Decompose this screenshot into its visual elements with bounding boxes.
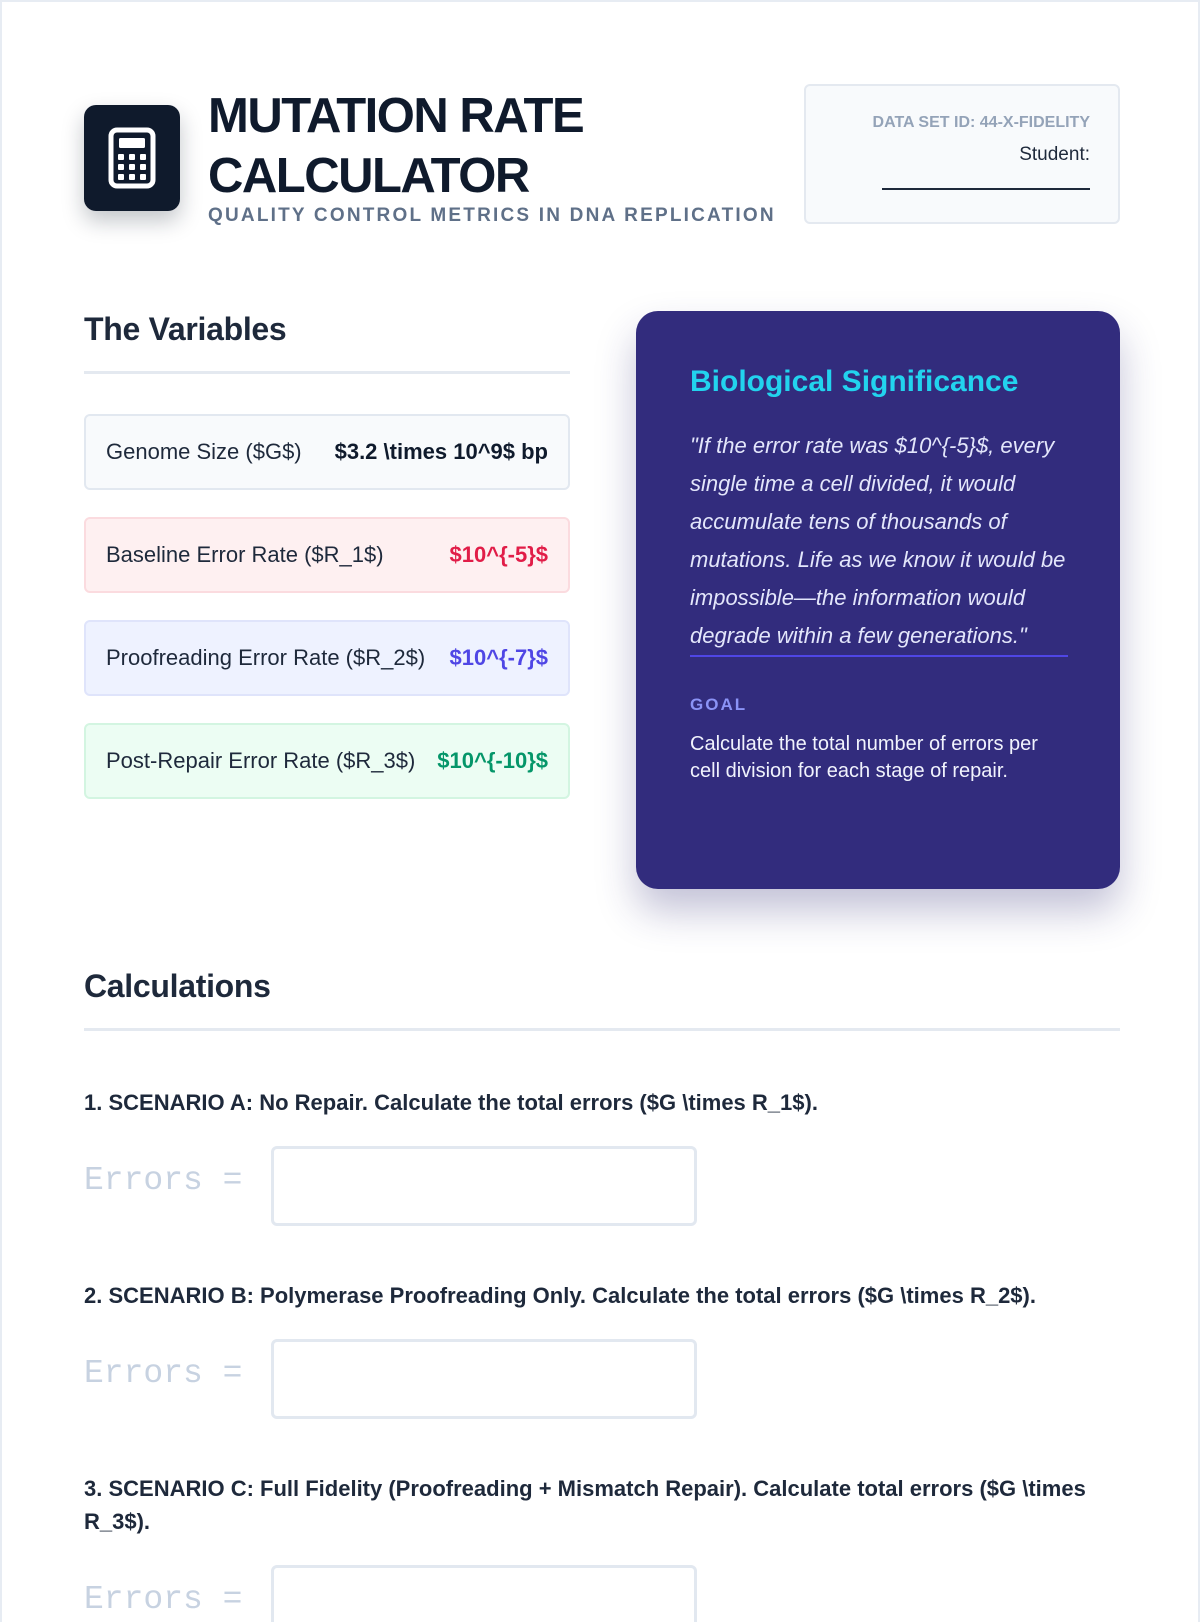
worksheet-header bbox=[84, 84, 1120, 244]
variable-value: $3.2 \times 10^9$ bp bbox=[334, 439, 548, 464]
significance-quote: "If the error rate was $10^{-5}$, every single time a cell divided, it would accumulate tens of thousands of mutations. Life as we know it would be impossible—the information would degrade within a few generations." bbox=[690, 427, 1068, 657]
answer-input-1[interactable] bbox=[271, 1146, 697, 1226]
variables-heading: The Variables bbox=[84, 311, 287, 347]
dataset-id: DATA SET ID: 44-X-FIDELITY bbox=[872, 114, 1090, 131]
question-1: 1. SCENARIO A: No Repair. Calculate the total errors ($G \times R_1$). bbox=[84, 1090, 818, 1115]
answer-row-3 bbox=[84, 1565, 784, 1622]
answer-label: Errors = bbox=[84, 1355, 243, 1392]
variable-label: Proofreading Error Rate ($R_2$) bbox=[106, 645, 426, 670]
answer-input-3[interactable] bbox=[271, 1565, 697, 1622]
variable-post-repair-error-rate bbox=[84, 723, 570, 799]
variable-value: $10^{-7}$ bbox=[449, 645, 548, 670]
variable-label: Genome Size ($G$) bbox=[106, 439, 302, 464]
variable-genome-size bbox=[84, 414, 570, 490]
variable-label: Baseline Error Rate ($R_1$) bbox=[106, 542, 384, 567]
variable-label: Post-Repair Error Rate ($R_3$) bbox=[106, 748, 416, 773]
variable-value: $10^{-5}$ bbox=[449, 542, 548, 567]
answer-label: Errors = bbox=[84, 1162, 243, 1199]
calculator-icon bbox=[105, 127, 159, 189]
biological-significance-card bbox=[636, 311, 1120, 889]
goal-text: Calculate the total number of errors per cell division for each stage of repair. bbox=[690, 733, 1038, 782]
calculations-section bbox=[84, 968, 1120, 1618]
page-subtitle: QUALITY CONTROL METRICS IN DNA REPLICATION bbox=[208, 205, 776, 226]
answer-label: Errors = bbox=[84, 1581, 243, 1618]
calculations-heading: Calculations bbox=[84, 968, 271, 1004]
variables-divider bbox=[84, 371, 570, 374]
variable-proofreading-error-rate bbox=[84, 620, 570, 696]
logo-badge bbox=[84, 105, 180, 211]
significance-title: Biological Significance bbox=[690, 365, 1019, 398]
goal-label: GOAL bbox=[690, 695, 748, 714]
calculations-divider bbox=[84, 1028, 1120, 1031]
dataset-info-box bbox=[804, 84, 1120, 224]
variables-section bbox=[84, 311, 570, 773]
variable-baseline-error-rate bbox=[84, 517, 570, 593]
question-3: 3. SCENARIO C: Full Fidelity (Proofreading + Mismatch Repair). Calculate total errors ($G \times R_3$). bbox=[84, 1476, 1086, 1534]
variable-value: $10^{-10}$ bbox=[437, 748, 548, 773]
student-name-line[interactable] bbox=[882, 188, 1090, 190]
question-2: 2. SCENARIO B: Polymerase Proofreading Only. Calculate the total errors ($G \times R_2$). bbox=[84, 1283, 1036, 1308]
page-title: MUTATION RATE CALCULATOR bbox=[208, 89, 584, 203]
student-label: Student: bbox=[1019, 144, 1090, 165]
answer-input-2[interactable] bbox=[271, 1339, 697, 1419]
answer-row-1 bbox=[84, 1146, 784, 1226]
worksheet-page bbox=[2, 2, 1198, 1622]
answer-row-2 bbox=[84, 1339, 784, 1419]
